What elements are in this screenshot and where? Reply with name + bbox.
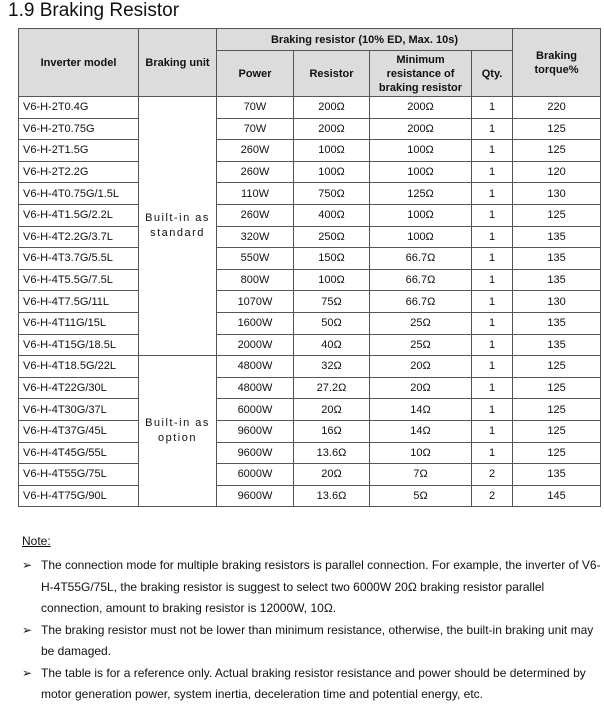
arrow-bullet-icon: ➢ bbox=[22, 665, 33, 680]
cell-power: 4800W bbox=[217, 377, 294, 399]
cell-min-resistance: 66.7Ω bbox=[370, 248, 472, 270]
cell-inverter-model: V6-H-2T0.4G bbox=[19, 97, 139, 119]
cell-power: 260W bbox=[217, 140, 294, 162]
cell-qty: 1 bbox=[472, 420, 513, 442]
cell-braking-torque: 125 bbox=[513, 420, 601, 442]
cell-braking-torque: 145 bbox=[513, 485, 601, 507]
cell-min-resistance: 200Ω bbox=[370, 118, 472, 140]
cell-qty: 1 bbox=[472, 97, 513, 119]
cell-power: 2000W bbox=[217, 334, 294, 356]
cell-braking-torque: 130 bbox=[513, 183, 601, 205]
cell-resistor: 100Ω bbox=[294, 269, 370, 291]
cell-braking-unit: Built-in as option bbox=[139, 356, 217, 507]
table-row bbox=[19, 97, 601, 119]
cell-braking-torque: 135 bbox=[513, 464, 601, 486]
table-row bbox=[19, 485, 601, 507]
cell-qty: 1 bbox=[472, 226, 513, 248]
header-power: Power bbox=[217, 51, 294, 97]
cell-power: 260W bbox=[217, 204, 294, 226]
cell-min-resistance: 125Ω bbox=[370, 183, 472, 205]
cell-resistor: 13.6Ω bbox=[294, 442, 370, 464]
cell-inverter-model: V6-H-4T11G/15L bbox=[19, 312, 139, 334]
cell-braking-torque: 125 bbox=[513, 118, 601, 140]
cell-power: 70W bbox=[217, 97, 294, 119]
cell-inverter-model: V6-H-4T5.5G/7.5L bbox=[19, 269, 139, 291]
cell-qty: 1 bbox=[472, 377, 513, 399]
cell-braking-torque: 130 bbox=[513, 291, 601, 313]
table-row bbox=[19, 161, 601, 183]
cell-qty: 1 bbox=[472, 269, 513, 291]
note-text: The braking resistor must not be lower than minimum resistance, otherwise, the built-in braking unit may be damaged. bbox=[41, 622, 594, 658]
cell-resistor: 32Ω bbox=[294, 356, 370, 378]
cell-min-resistance: 25Ω bbox=[370, 312, 472, 334]
cell-inverter-model: V6-H-4T75G/90L bbox=[19, 485, 139, 507]
cell-power: 1600W bbox=[217, 312, 294, 334]
cell-inverter-model: V6-H-4T18.5G/22L bbox=[19, 356, 139, 378]
table-row bbox=[19, 248, 601, 270]
cell-resistor: 400Ω bbox=[294, 204, 370, 226]
cell-qty: 1 bbox=[472, 334, 513, 356]
cell-braking-torque: 125 bbox=[513, 442, 601, 464]
table-row bbox=[19, 269, 601, 291]
cell-resistor: 75Ω bbox=[294, 291, 370, 313]
cell-min-resistance: 100Ω bbox=[370, 140, 472, 162]
cell-braking-torque: 135 bbox=[513, 226, 601, 248]
cell-power: 70W bbox=[217, 118, 294, 140]
note-label: Note: bbox=[22, 534, 51, 548]
table-row bbox=[19, 377, 601, 399]
cell-braking-torque: 135 bbox=[513, 312, 601, 334]
cell-min-resistance: 100Ω bbox=[370, 204, 472, 226]
cell-resistor: 150Ω bbox=[294, 248, 370, 270]
header-resistor: Resistor bbox=[294, 51, 370, 97]
cell-power: 320W bbox=[217, 226, 294, 248]
cell-resistor: 250Ω bbox=[294, 226, 370, 248]
braking-resistor-table bbox=[18, 28, 601, 507]
note-item bbox=[22, 620, 602, 663]
cell-min-resistance: 14Ω bbox=[370, 399, 472, 421]
cell-braking-torque: 220 bbox=[513, 97, 601, 119]
cell-braking-torque: 135 bbox=[513, 269, 601, 291]
cell-min-resistance: 66.7Ω bbox=[370, 291, 472, 313]
cell-qty: 1 bbox=[472, 118, 513, 140]
cell-resistor: 50Ω bbox=[294, 312, 370, 334]
table-row bbox=[19, 399, 601, 421]
cell-min-resistance: 20Ω bbox=[370, 356, 472, 378]
cell-inverter-model: V6-H-4T30G/37L bbox=[19, 399, 139, 421]
cell-braking-torque: 125 bbox=[513, 377, 601, 399]
table-row bbox=[19, 183, 601, 205]
cell-resistor: 200Ω bbox=[294, 118, 370, 140]
cell-power: 550W bbox=[217, 248, 294, 270]
cell-qty: 2 bbox=[472, 464, 513, 486]
cell-power: 260W bbox=[217, 161, 294, 183]
header-braking-unit: Braking unit bbox=[139, 29, 217, 97]
cell-power: 1070W bbox=[217, 291, 294, 313]
notes-list bbox=[22, 555, 602, 706]
cell-inverter-model: V6-H-4T15G/18.5L bbox=[19, 334, 139, 356]
cell-inverter-model: V6-H-4T0.75G/1.5L bbox=[19, 183, 139, 205]
cell-inverter-model: V6-H-4T2.2G/3.7L bbox=[19, 226, 139, 248]
table-row bbox=[19, 118, 601, 140]
arrow-bullet-icon: ➢ bbox=[22, 558, 33, 572]
table-row bbox=[19, 291, 601, 313]
cell-inverter-model: V6-H-4T37G/45L bbox=[19, 420, 139, 442]
table-row bbox=[19, 356, 601, 378]
cell-qty: 1 bbox=[472, 442, 513, 464]
cell-resistor: 27.2Ω bbox=[294, 377, 370, 399]
cell-inverter-model: V6-H-2T2.2G bbox=[19, 161, 139, 183]
table-row bbox=[19, 464, 601, 486]
table-row bbox=[19, 204, 601, 226]
header-qty: Qty. bbox=[472, 51, 513, 97]
cell-min-resistance: 100Ω bbox=[370, 226, 472, 248]
table-row bbox=[19, 226, 601, 248]
cell-inverter-model: V6-H-2T1.5G bbox=[19, 140, 139, 162]
cell-power: 800W bbox=[217, 269, 294, 291]
cell-qty: 2 bbox=[472, 485, 513, 507]
cell-power: 110W bbox=[217, 183, 294, 205]
cell-qty: 1 bbox=[472, 161, 513, 183]
cell-min-resistance: 10Ω bbox=[370, 442, 472, 464]
table-row bbox=[19, 140, 601, 162]
table-row bbox=[19, 312, 601, 334]
table-row bbox=[19, 334, 601, 356]
cell-min-resistance: 20Ω bbox=[370, 377, 472, 399]
cell-min-resistance: 14Ω bbox=[370, 420, 472, 442]
cell-braking-torque: 135 bbox=[513, 334, 601, 356]
cell-power: 9600W bbox=[217, 485, 294, 507]
header-min-resistance: Minimum resistance of braking resistor bbox=[370, 51, 472, 97]
cell-resistor: 13.6Ω bbox=[294, 485, 370, 507]
cell-min-resistance: 66.7Ω bbox=[370, 269, 472, 291]
note-text: The table is for a reference only. Actual braking resistor resistance and power should be determined by motor generation power, system inertia, deceleration time and potential energy, etc. bbox=[41, 665, 586, 701]
cell-braking-torque: 125 bbox=[513, 204, 601, 226]
cell-braking-torque: 120 bbox=[513, 161, 601, 183]
cell-power: 9600W bbox=[217, 420, 294, 442]
cell-min-resistance: 100Ω bbox=[370, 161, 472, 183]
cell-qty: 1 bbox=[472, 248, 513, 270]
cell-power: 6000W bbox=[217, 399, 294, 421]
cell-power: 6000W bbox=[217, 464, 294, 486]
cell-min-resistance: 5Ω bbox=[370, 485, 472, 507]
cell-resistor: 200Ω bbox=[294, 97, 370, 119]
cell-inverter-model: V6-H-4T7.5G/11L bbox=[19, 291, 139, 313]
cell-resistor: 20Ω bbox=[294, 464, 370, 486]
cell-resistor: 40Ω bbox=[294, 334, 370, 356]
cell-inverter-model: V6-H-4T22G/30L bbox=[19, 377, 139, 399]
cell-qty: 1 bbox=[472, 356, 513, 378]
cell-resistor: 100Ω bbox=[294, 140, 370, 162]
cell-braking-unit: Built-in as standard bbox=[139, 97, 217, 356]
cell-braking-torque: 125 bbox=[513, 399, 601, 421]
header-braking-resistor-group: Braking resistor (10% ED, Max. 10s) bbox=[217, 29, 513, 51]
cell-resistor: 100Ω bbox=[294, 161, 370, 183]
cell-qty: 1 bbox=[472, 399, 513, 421]
cell-braking-torque: 125 bbox=[513, 356, 601, 378]
note-item bbox=[22, 663, 602, 706]
cell-qty: 1 bbox=[472, 183, 513, 205]
cell-inverter-model: V6-H-2T0.75G bbox=[19, 118, 139, 140]
cell-min-resistance: 200Ω bbox=[370, 97, 472, 119]
cell-inverter-model: V6-H-4T55G/75L bbox=[19, 464, 139, 486]
cell-resistor: 16Ω bbox=[294, 420, 370, 442]
cell-qty: 1 bbox=[472, 204, 513, 226]
cell-qty: 1 bbox=[472, 291, 513, 313]
cell-braking-torque: 135 bbox=[513, 248, 601, 270]
cell-power: 4800W bbox=[217, 356, 294, 378]
note-text: The connection mode for multiple braking resistors is parallel connection. For example, the inverter of V6-H-4T55G/75L, the braking resistor is suggest to select two 6000W 20Ω braking resistor parallel connection, amount to braking resistor is 12000W, 10Ω. bbox=[41, 558, 601, 615]
cell-braking-torque: 125 bbox=[513, 140, 601, 162]
arrow-bullet-icon: ➢ bbox=[22, 622, 33, 637]
header-braking-torque: Braking torque% bbox=[513, 29, 601, 97]
section-title: 1.9 Braking Resistor bbox=[8, 0, 180, 21]
note-item bbox=[22, 555, 602, 620]
cell-inverter-model: V6-H-4T1.5G/2.2L bbox=[19, 204, 139, 226]
header-inverter-model: Inverter model bbox=[19, 29, 139, 97]
cell-resistor: 750Ω bbox=[294, 183, 370, 205]
cell-min-resistance: 25Ω bbox=[370, 334, 472, 356]
cell-resistor: 20Ω bbox=[294, 399, 370, 421]
cell-inverter-model: V6-H-4T3.7G/5.5L bbox=[19, 248, 139, 270]
table-row bbox=[19, 442, 601, 464]
cell-qty: 1 bbox=[472, 312, 513, 334]
cell-power: 9600W bbox=[217, 442, 294, 464]
cell-inverter-model: V6-H-4T45G/55L bbox=[19, 442, 139, 464]
cell-min-resistance: 7Ω bbox=[370, 464, 472, 486]
table-row bbox=[19, 420, 601, 442]
cell-qty: 1 bbox=[472, 140, 513, 162]
